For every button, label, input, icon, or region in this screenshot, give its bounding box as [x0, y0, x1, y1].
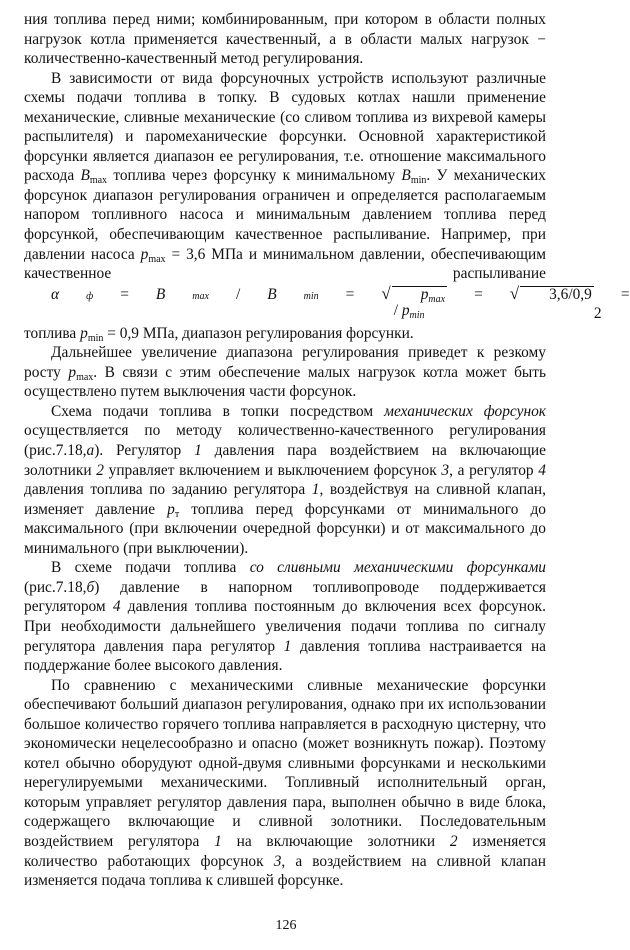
paragraph-5: В схеме подачи топлива со сливными механическими форсунками (рис.7.18,б) давление в напорном топливопроводе поддерживается регулятором 4 давления топлива постоянным до включения всех форсунок. При необходимости дальнейшего увеличения подачи топлива по сигналу регулятора давления пара регулятор 1 давления топлива настраивается на поддержание более высокого давления. [24, 559, 547, 675]
sqrt-icon: √ [381, 283, 391, 303]
symbol-b-min: B [401, 167, 411, 185]
body-text [24, 10, 630, 891]
paragraph-1: ния топлива перед ними; комбинированным, при котором в области полных нагрузок котла применяется качественный, а в области малых нагрузок − количественно-качественный метод регулирования. [24, 11, 546, 68]
symbol-p-max: p [68, 363, 77, 381]
sqrt-numeric: 3,6/0,9 [520, 286, 594, 303]
sqrt-icon: √ [509, 283, 520, 303]
symbol-p-t: p [167, 500, 175, 518]
symbol-b-max: B [80, 167, 90, 185]
paragraph-2: В зависимости от вида форсуночных устройств используют различные схемы подачи топлива в топку. В судовых котлах нашли применение механические, сливные механические (со сливом топлива из вихревой камеры распылителя) и паромеханические форсунки. Основной характеристикой форсунки является диапазон ее регулирования, т.е. отношение максимального расхода $B_{max}$ топлива через форсунку к минимальному $B_{min}$. У механических форсунок диапазон регулирования ограничен и определяется располагаемым напором топливного насоса и минимальным давлением топлива перед форсункой, обеспечивающим качественное распыливание. Например, при давлении насоса $p_{max} = 3,6$ МПа и минимальном давлении, обеспечивающим качественное распыливание α ф = B max / B min = √ $p_{max} / p_{min}$ = √ 3,6/0,9 = 2 топлива $p_{min} = 0,9$ МПа, диапазон регулирования форсунки. [24, 69, 630, 344]
paragraph-4: Схема подачи топлива в топки посредством механических форсунок осуществляется по методу количественно-качественного регулирования (рис.7.18,а). Регулятор 1 давления пара воздействием на включающие золотники 2 управляет включением и выключением форсунок 3, а регулятор 4 давления топлива по заданию регулятора 1, воздействуя на сливной клапан, изменяет давление $p_т$ топлива перед форсунками от минимального до максимального (при включении очередной форсунки) и от максимального до минимального (при выключении). [24, 402, 546, 557]
paragraph-6: По сравнению с механическими сливные механические форсунки обеспечивают больший диапазон регулирования, однако при их использовании большое количество горячего топлива направляется в расходную цистерну, что экономически нецелесообразно и опасно (может возникнуть пожар). Поэтому котел обычно оборудуют одной-двумя сливными форсунками и несколькими нерегулируемыми механическими. Топливный исполнительный орган, которым управляет регулятор давления пара, выполнен обычно в виде блока, содержащего включающие и сливной золотники. Последовательным воздействием регулятора 1 на включающие золотники 2 изменяется количество работающих форсунок 3, а воздействием на сливной клапан изменяется подача топлива к слившей форсунке. [24, 676, 546, 890]
sqrt-pressure-ratio: $p_{max} / p_{min}$ [393, 285, 446, 321]
regulation-range-formula: α ф = B max / B min = √ $p_{max} / p_{min}$ = √ 3,6/0,9 = 2 [51, 283, 630, 323]
symbol-p-min: p [80, 324, 88, 342]
paragraph-3: Дальнейшее увеличение диапазона регулирования приведет к резкому росту $p_{max}$. В связи с этим обеспечение малых нагрузок котла может быть осуществлено путем выключения части форсунок. [24, 344, 547, 401]
symbol-p-max: p [140, 245, 149, 263]
page-number: 126 [275, 918, 297, 933]
